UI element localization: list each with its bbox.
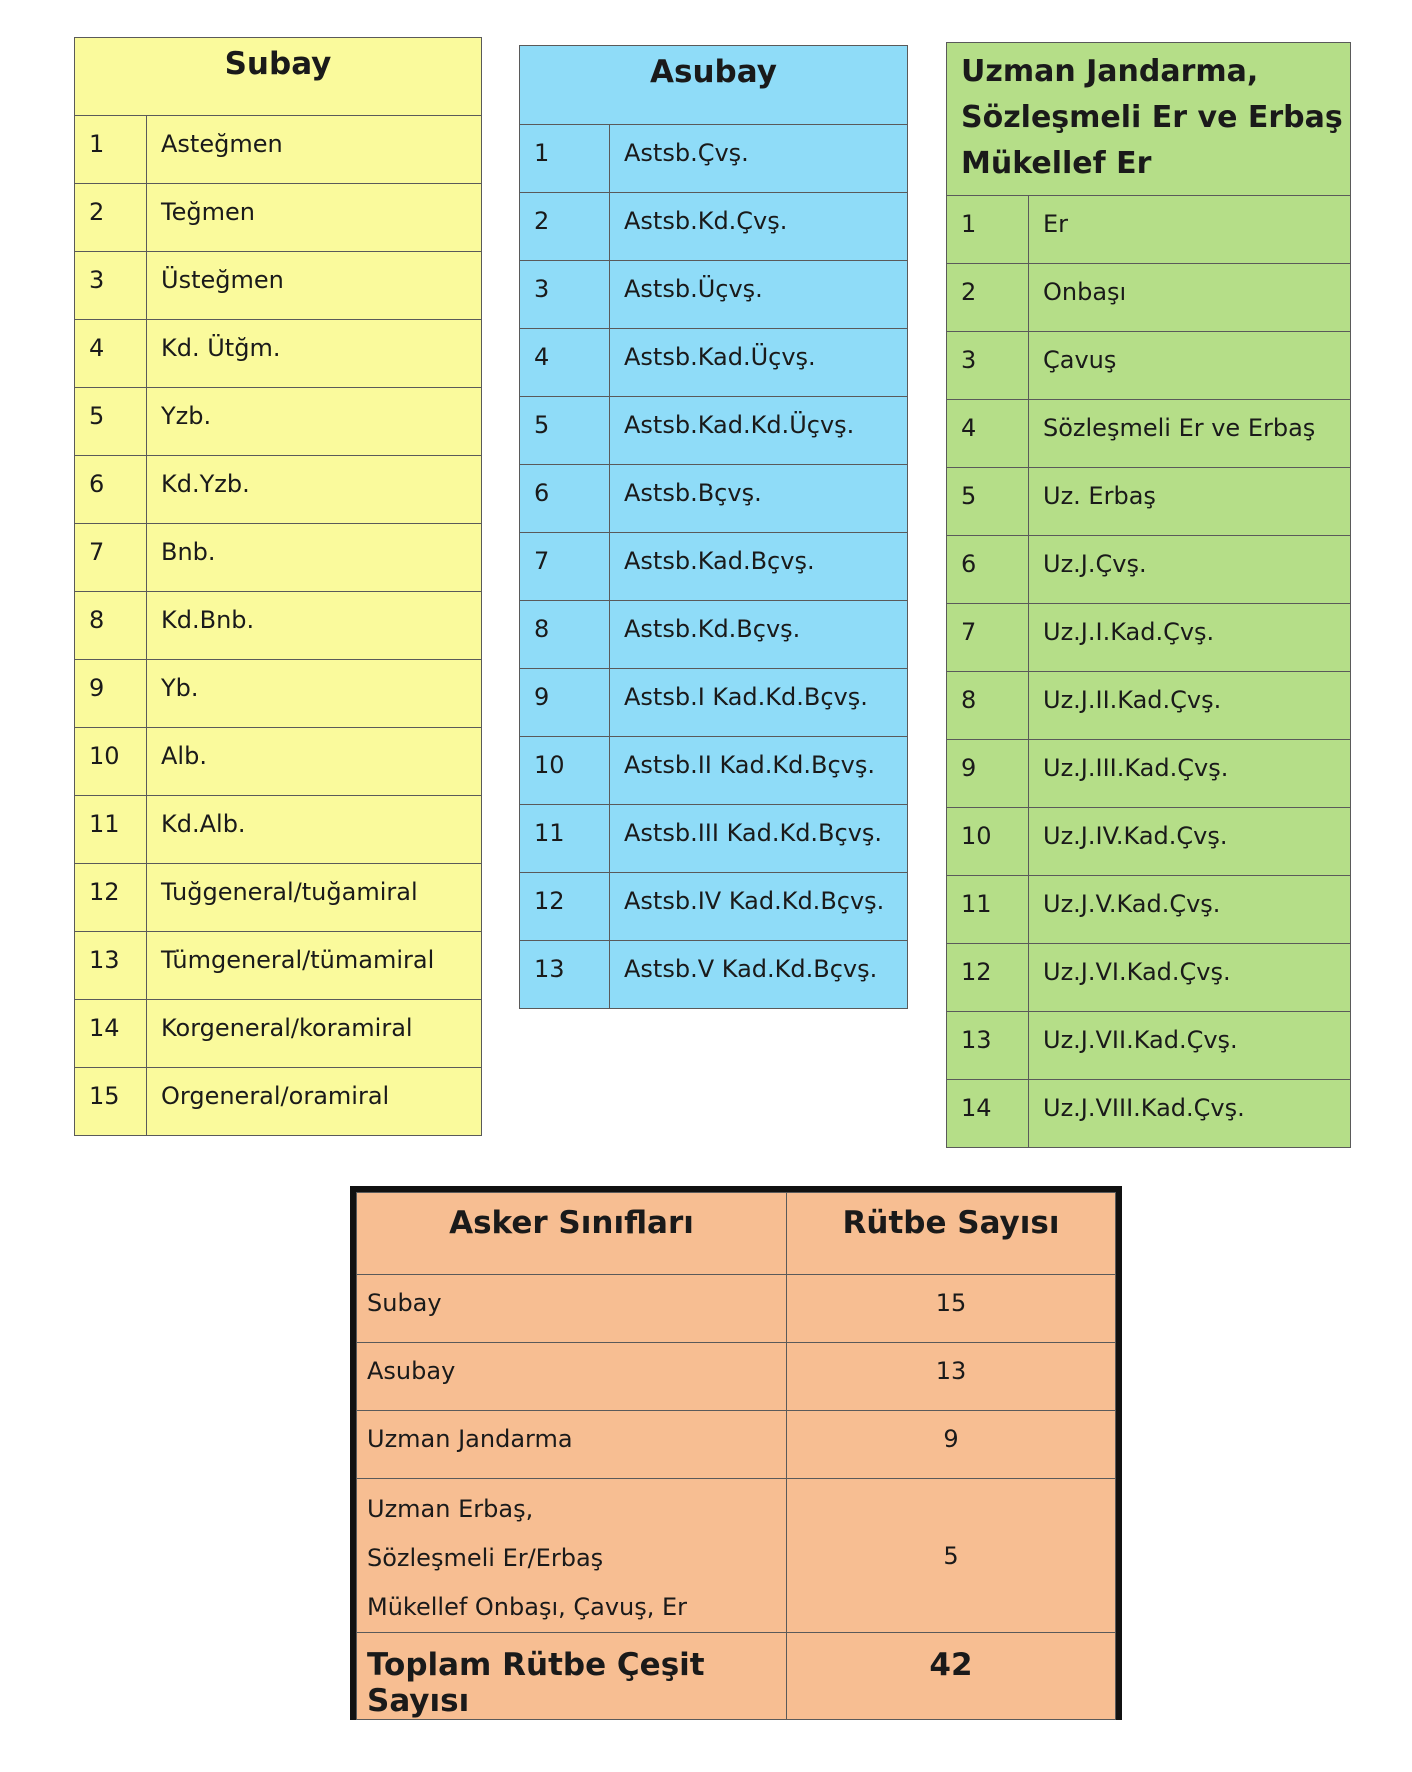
- row-number: 10: [947, 808, 1029, 876]
- table-row: [75, 524, 482, 592]
- rank-name: Üsteğmen: [147, 252, 482, 320]
- rank-name: Uz.J.VI.Kad.Çvş.: [1029, 944, 1351, 1012]
- summary-row: [357, 1479, 1116, 1633]
- uzman-rows: [947, 196, 1351, 1148]
- table-row: [520, 261, 908, 329]
- table-row: [520, 601, 908, 669]
- table-row: [520, 125, 908, 193]
- uzman-title-line-1: Uzman Jandarma,: [961, 54, 1259, 89]
- row-number: 12: [75, 864, 147, 932]
- row-number: 3: [75, 252, 147, 320]
- table-row: [947, 264, 1351, 332]
- table-row: [947, 1080, 1351, 1148]
- row-number: 4: [75, 320, 147, 388]
- rank-name: Uz.J.VIII.Kad.Çvş.: [1029, 1080, 1351, 1148]
- row-number: 1: [520, 125, 610, 193]
- table-row: [520, 329, 908, 397]
- table-row: [520, 193, 908, 261]
- rank-name: Bnb.: [147, 524, 482, 592]
- rank-name: Sözleşmeli Er ve Erbaş: [1029, 400, 1351, 468]
- rank-name: Astsb.Çvş.: [610, 125, 908, 193]
- summary-count: 5: [787, 1479, 1116, 1633]
- summary-row: [357, 1275, 1116, 1343]
- row-number: 5: [520, 397, 610, 465]
- rank-name: Kd.Bnb.: [147, 592, 482, 660]
- rank-name: Onbaşı: [1029, 264, 1351, 332]
- rank-name: Astsb.Kad.Bçvş.: [610, 533, 908, 601]
- asubay-rows: [520, 125, 908, 1009]
- subay-rows: [75, 116, 482, 1136]
- table-row: [947, 740, 1351, 808]
- rank-name: Astsb.Üçvş.: [610, 261, 908, 329]
- table-row: [75, 388, 482, 456]
- uzman-title-line-2: Sözleşmeli Er ve Erbaş: [961, 100, 1343, 135]
- table-row: [947, 332, 1351, 400]
- rank-name: Tümgeneral/tümamiral: [147, 932, 482, 1000]
- summary-multi-line-1: Uzman Erbaş,: [367, 1495, 534, 1523]
- row-number: 15: [75, 1068, 147, 1136]
- row-number: 2: [75, 184, 147, 252]
- table-row: [947, 536, 1351, 604]
- table-row: [947, 196, 1351, 264]
- summary-header-class: Asker Sınıfları: [357, 1193, 787, 1275]
- row-number: 14: [75, 1000, 147, 1068]
- rank-name: Çavuş: [1029, 332, 1351, 400]
- row-number: 5: [75, 388, 147, 456]
- rank-name: Tuğgeneral/tuğamiral: [147, 864, 482, 932]
- row-number: 4: [947, 400, 1029, 468]
- row-number: 7: [75, 524, 147, 592]
- row-number: 6: [75, 456, 147, 524]
- row-number: 8: [947, 672, 1029, 740]
- summary-count: 9: [787, 1411, 1116, 1479]
- summary-label: Subay: [357, 1275, 787, 1343]
- summary-multi-line-3: Mükellef Onbaşı, Çavuş, Er: [367, 1593, 688, 1621]
- summary-row: [357, 1343, 1116, 1411]
- row-number: 1: [75, 116, 147, 184]
- rank-name: Teğmen: [147, 184, 482, 252]
- row-number: 13: [947, 1012, 1029, 1080]
- row-number: 13: [75, 932, 147, 1000]
- row-number: 8: [75, 592, 147, 660]
- table-row: [75, 116, 482, 184]
- rank-name: Uz.J.V.Kad.Çvş.: [1029, 876, 1351, 944]
- row-number: 2: [520, 193, 610, 261]
- summary-multi-line-2: Sözleşmeli Er/Erbaş: [367, 1544, 604, 1572]
- table-row: [75, 728, 482, 796]
- summary-count: 13: [787, 1343, 1116, 1411]
- table-row: [75, 456, 482, 524]
- row-number: 9: [75, 660, 147, 728]
- summary-label: Uzman Jandarma: [357, 1411, 787, 1479]
- uzman-table: [946, 42, 1351, 1148]
- table-row: [520, 805, 908, 873]
- rank-name: Kd.Alb.: [147, 796, 482, 864]
- uzman-title-line-3: Mükellef Er: [961, 146, 1152, 181]
- asubay-title: Asubay: [520, 46, 908, 125]
- summary-table: [356, 1192, 1116, 1720]
- row-number: 9: [520, 669, 610, 737]
- table-row: [520, 465, 908, 533]
- row-number: 10: [520, 737, 610, 805]
- row-number: 2: [947, 264, 1029, 332]
- table-row: [75, 932, 482, 1000]
- rank-name: Korgeneral/koramiral: [147, 1000, 482, 1068]
- table-row: [947, 1012, 1351, 1080]
- row-number: 12: [520, 873, 610, 941]
- summary-total-row: [357, 1633, 1116, 1720]
- table-row: [947, 672, 1351, 740]
- rank-name: Uz.J.Çvş.: [1029, 536, 1351, 604]
- row-number: 3: [520, 261, 610, 329]
- rank-name: Uz.J.III.Kad.Çvş.: [1029, 740, 1351, 808]
- row-number: 11: [520, 805, 610, 873]
- table-row: [520, 873, 908, 941]
- table-row: [947, 808, 1351, 876]
- row-number: 6: [947, 536, 1029, 604]
- row-number: 9: [947, 740, 1029, 808]
- rank-name: Asteğmen: [147, 116, 482, 184]
- table-row: [947, 400, 1351, 468]
- row-number: 8: [520, 601, 610, 669]
- row-number: 5: [947, 468, 1029, 536]
- rank-name: Astsb.IV Kad.Kd.Bçvş.: [610, 873, 908, 941]
- summary-box: [350, 1186, 1122, 1720]
- rank-name: Uz.J.I.Kad.Çvş.: [1029, 604, 1351, 672]
- table-row: [75, 796, 482, 864]
- table-row: [75, 320, 482, 388]
- rank-name: Orgeneral/oramiral: [147, 1068, 482, 1136]
- rank-name: Uz.J.II.Kad.Çvş.: [1029, 672, 1351, 740]
- table-row: [75, 252, 482, 320]
- rank-name: Alb.: [147, 728, 482, 796]
- subay-title: Subay: [75, 38, 482, 116]
- rank-name: Kd. Ütğm.: [147, 320, 482, 388]
- row-number: 6: [520, 465, 610, 533]
- table-row: [520, 737, 908, 805]
- rank-name: Astsb.Kd.Bçvş.: [610, 601, 908, 669]
- table-row: [520, 941, 908, 1009]
- rank-name: Astsb.Kd.Çvş.: [610, 193, 908, 261]
- rank-name: Yzb.: [147, 388, 482, 456]
- rank-name: Er: [1029, 196, 1351, 264]
- table-row: [947, 604, 1351, 672]
- rank-name: Uz.J.VII.Kad.Çvş.: [1029, 1012, 1351, 1080]
- rank-name: Kd.Yzb.: [147, 456, 482, 524]
- table-row: [75, 592, 482, 660]
- table-row: [75, 1000, 482, 1068]
- summary-total-label: Toplam Rütbe Çeşit Sayısı: [357, 1633, 787, 1720]
- row-number: 13: [520, 941, 610, 1009]
- row-number: 14: [947, 1080, 1029, 1148]
- rank-name: Astsb.Kad.Üçvş.: [610, 329, 908, 397]
- rank-name: Astsb.I Kad.Kd.Bçvş.: [610, 669, 908, 737]
- table-row: [520, 533, 908, 601]
- rank-name: Astsb.II Kad.Kd.Bçvş.: [610, 737, 908, 805]
- row-number: 11: [947, 876, 1029, 944]
- rank-name: Astsb.Bçvş.: [610, 465, 908, 533]
- row-number: 7: [947, 604, 1029, 672]
- table-row: [947, 944, 1351, 1012]
- summary-label: Asubay: [357, 1343, 787, 1411]
- summary-total-count: 42: [787, 1633, 1116, 1720]
- row-number: 10: [75, 728, 147, 796]
- table-row: [520, 397, 908, 465]
- rank-name: Astsb.Kad.Kd.Üçvş.: [610, 397, 908, 465]
- row-number: 7: [520, 533, 610, 601]
- rank-name: Astsb.III Kad.Kd.Bçvş.: [610, 805, 908, 873]
- rank-name: Astsb.V Kad.Kd.Bçvş.: [610, 941, 908, 1009]
- row-number: 4: [520, 329, 610, 397]
- summary-label-multi: [357, 1479, 787, 1633]
- table-row: [520, 669, 908, 737]
- uzman-title: [947, 43, 1351, 196]
- rank-name: Uz. Erbaş: [1029, 468, 1351, 536]
- row-number: 11: [75, 796, 147, 864]
- table-row: [75, 184, 482, 252]
- summary-header-count: Rütbe Sayısı: [787, 1193, 1116, 1275]
- row-number: 12: [947, 944, 1029, 1012]
- table-row: [75, 864, 482, 932]
- rank-name: Uz.J.IV.Kad.Çvş.: [1029, 808, 1351, 876]
- table-row: [947, 876, 1351, 944]
- table-row: [75, 1068, 482, 1136]
- table-row: [947, 468, 1351, 536]
- summary-rows: [357, 1275, 1116, 1720]
- row-number: 3: [947, 332, 1029, 400]
- table-row: [75, 660, 482, 728]
- summary-row: [357, 1411, 1116, 1479]
- rank-name: Yb.: [147, 660, 482, 728]
- asubay-table: [519, 45, 908, 1009]
- summary-count: 15: [787, 1275, 1116, 1343]
- row-number: 1: [947, 196, 1029, 264]
- subay-table: [74, 37, 482, 1136]
